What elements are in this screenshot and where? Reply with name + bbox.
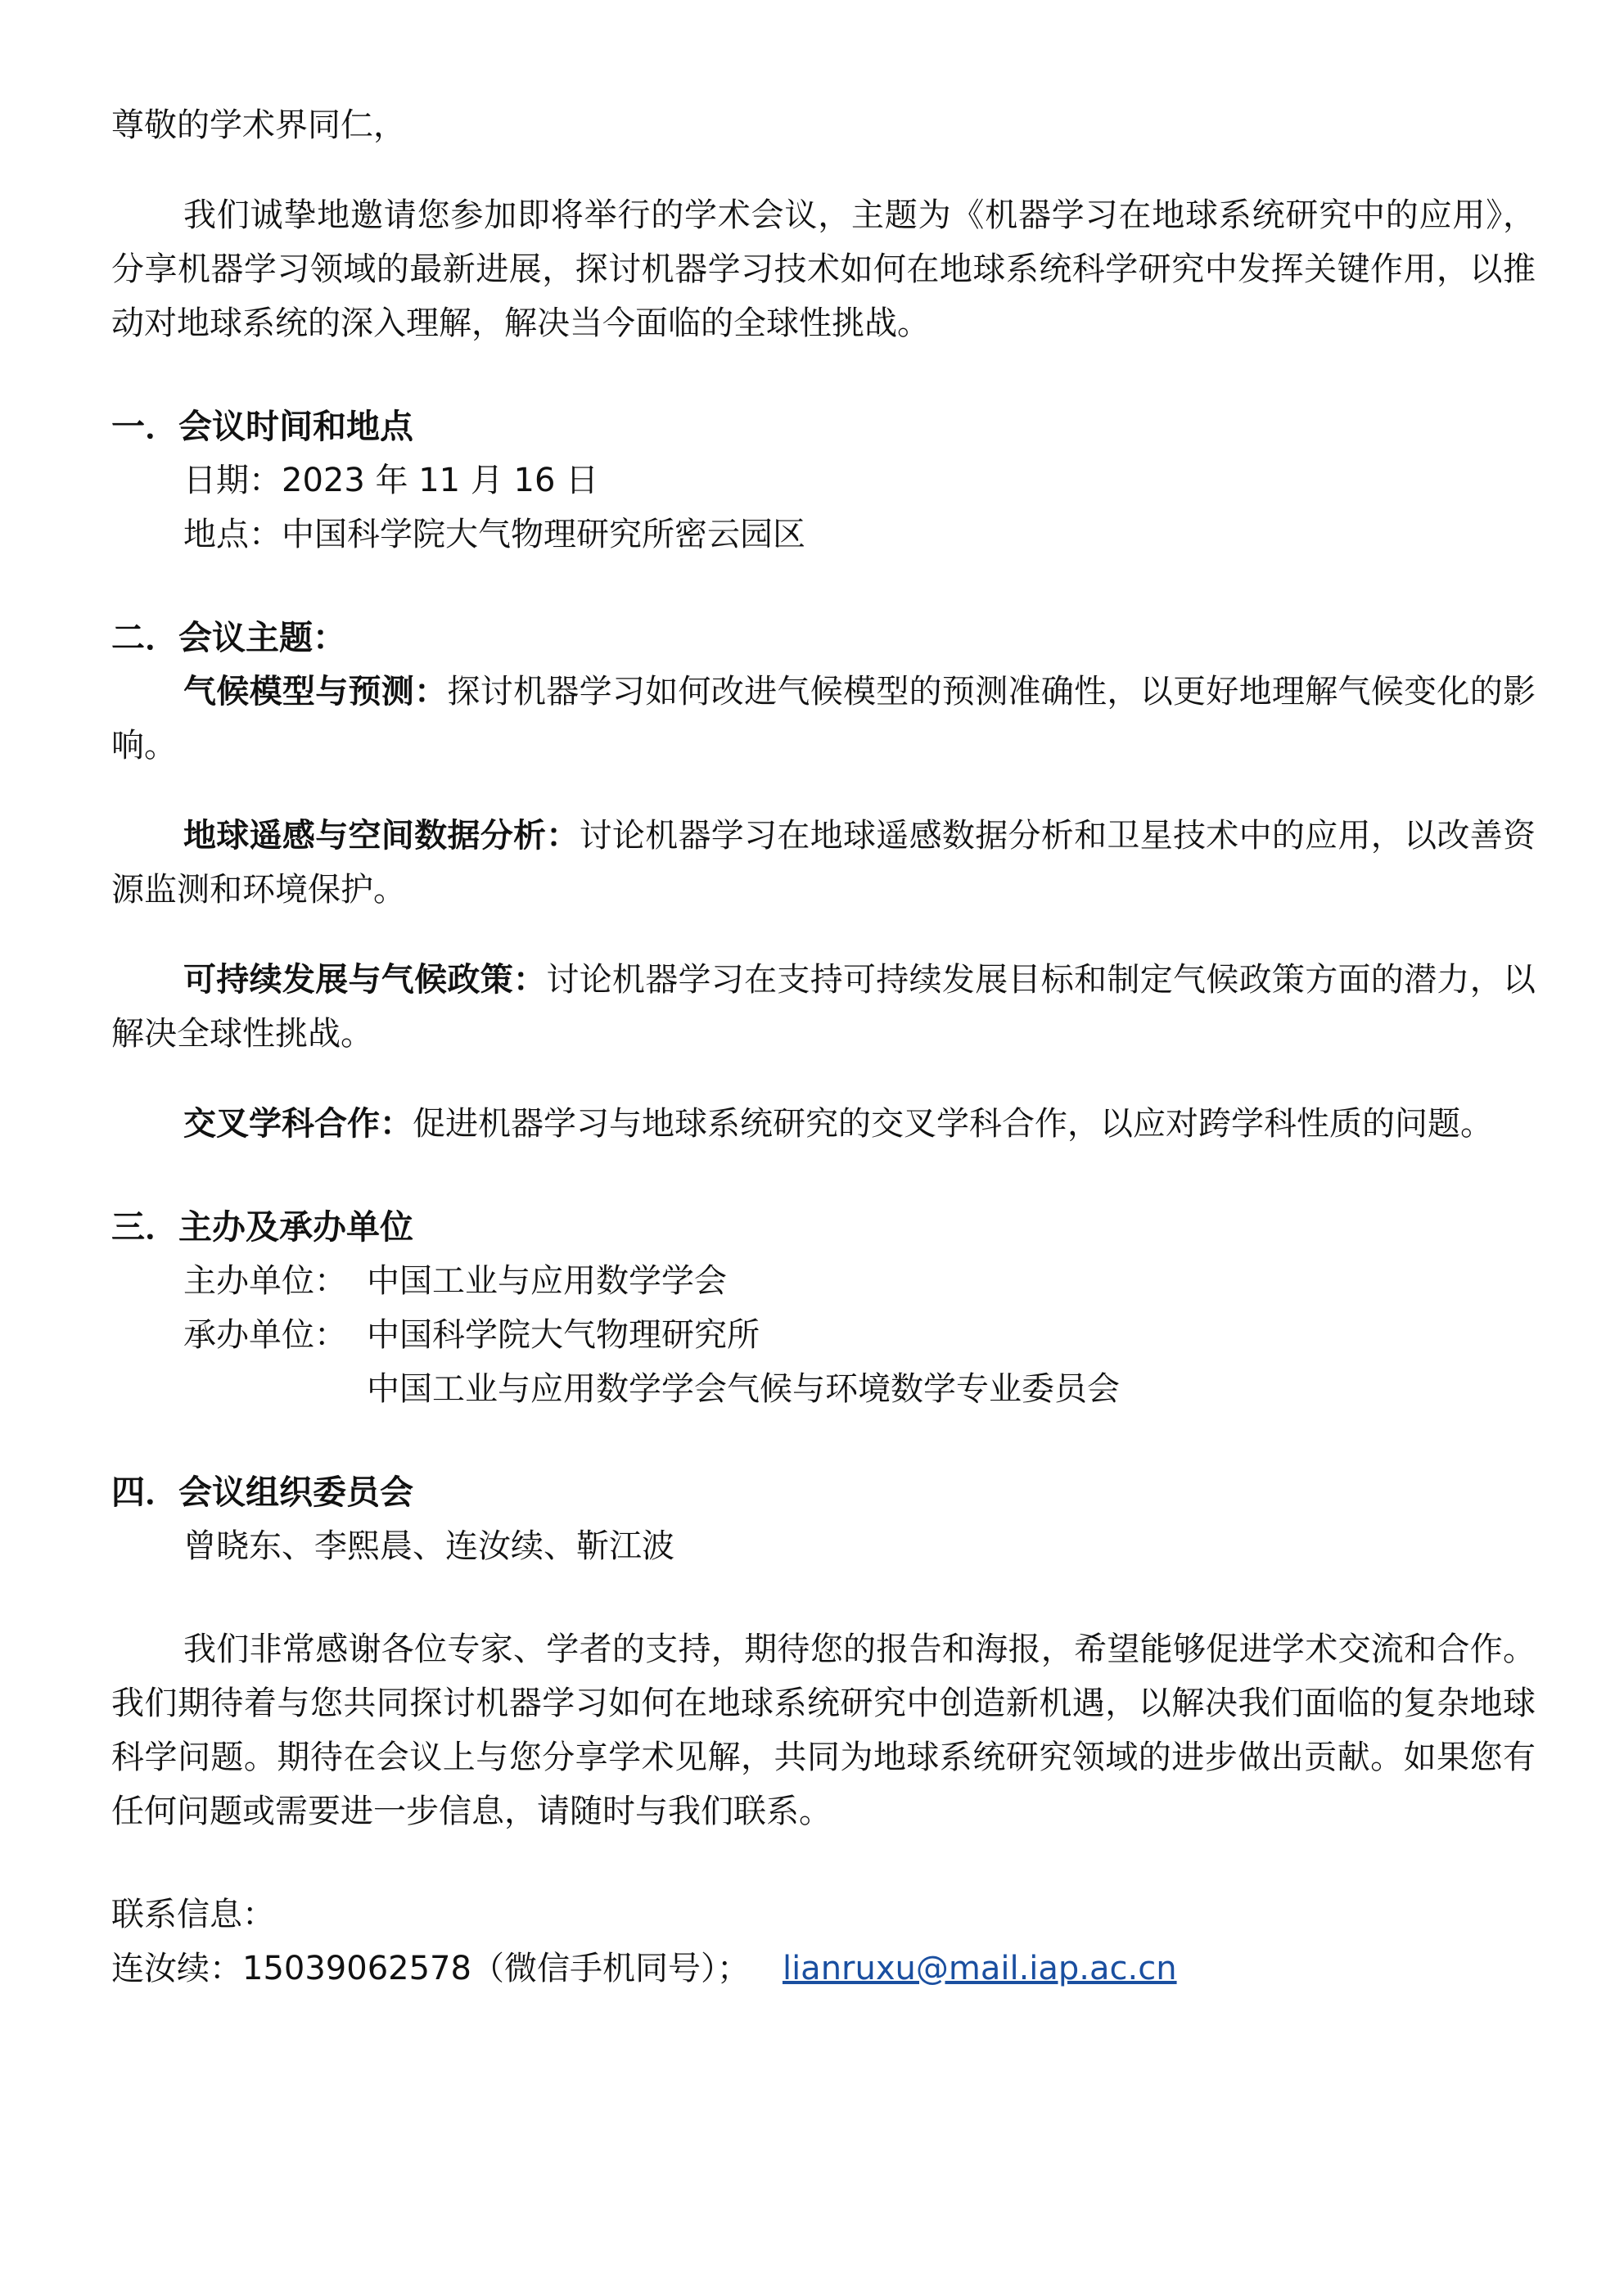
host-value: 中国工业与应用数学学会 [367, 1262, 727, 1300]
contact-email-link[interactable]: lianruxu@mail.iap.ac.cn [782, 1950, 1177, 1987]
section-4-heading: 四．会议组织委员会 [111, 1473, 413, 1512]
topic-desc: 讨论机器学习在支持可持续发展目标和制定气候政策方面的潜力，以解决全球性挑战。 [111, 961, 1536, 1053]
topic-item [111, 1097, 1536, 1151]
section-1-heading: 一．会议时间和地点 [111, 407, 413, 446]
topic-term: 气候模型与预测： [183, 673, 448, 710]
organizer-label: 承办单位： [183, 1316, 347, 1354]
salutation: 尊敬的学术界同仁， [111, 106, 406, 144]
organizer-value-2: 中国工业与应用数学学会气候与环境数学专业委员会 [367, 1370, 1120, 1408]
organizer-value-1: 中国科学院大气物理研究所 [367, 1316, 760, 1354]
contact-label: 联系信息： [111, 1896, 275, 1933]
topic-term: 交叉学科合作： [183, 1105, 413, 1143]
intro-paragraph: 我们诚挚地邀请您参加即将举行的学术会议，主题为《机器学习在地球系统研究中的应用》，分享机器学习领域的最新进展，探讨机器学习技术如何在地球系统科学研究中发挥关键作用，以推动对地球系统的深入理解，解决当今面临的全球性挑战。 [111, 196, 1536, 342]
section-2-heading: 二．会议主题： [111, 618, 346, 657]
organizer-row-2 [111, 1362, 1536, 1416]
host-row [111, 1254, 1536, 1308]
letter-page [111, 98, 1536, 1996]
meeting-location: 地点：中国科学院大气物理研究所密云园区 [183, 516, 805, 553]
meeting-date: 日期：2023 年 11 月 16 日 [183, 462, 599, 499]
topic-desc: 促进机器学习与地球系统研究的交叉学科合作，以应对跨学科性质的问题。 [413, 1105, 1493, 1143]
organizer-row [111, 1308, 1536, 1362]
topic-item [111, 665, 1536, 773]
committee-members: 曾晓东、李熙晨、连汝续、靳江波 [183, 1527, 674, 1565]
topic-item [111, 953, 1536, 1061]
topic-item [111, 809, 1536, 917]
contact-line [111, 1942, 1536, 1996]
closing-paragraph: 我们非常感谢各位专家、学者的支持，期待您的报告和海报，希望能够促进学术交流和合作。我们期待着与您共同探讨机器学习如何在地球系统研究中创造新机遇，以解决我们面临的复杂地球科学问题。期待在会议上与您分享学术见解，共同为地球系统研究领域的进步做出贡献。如果您有任何问题或需要进一步信息，请随时与我们联系。 [111, 1631, 1536, 1830]
topic-term: 可持续发展与气候政策： [183, 961, 547, 999]
contact-person: 连汝续：15039062578（微信手机同号）； [111, 1950, 750, 1987]
topic-desc: 探讨机器学习如何改进气候模型的预测准确性，以更好地理解气候变化的影响。 [111, 673, 1536, 765]
section-3-heading: 三．主办及承办单位 [111, 1207, 413, 1247]
host-label: 主办单位： [183, 1262, 347, 1300]
topic-desc: 讨论机器学习在地球遥感数据分析和卫星技术中的应用，以改善资源监测和环境保护。 [111, 817, 1536, 909]
topic-term: 地球遥感与空间数据分析： [183, 817, 580, 855]
